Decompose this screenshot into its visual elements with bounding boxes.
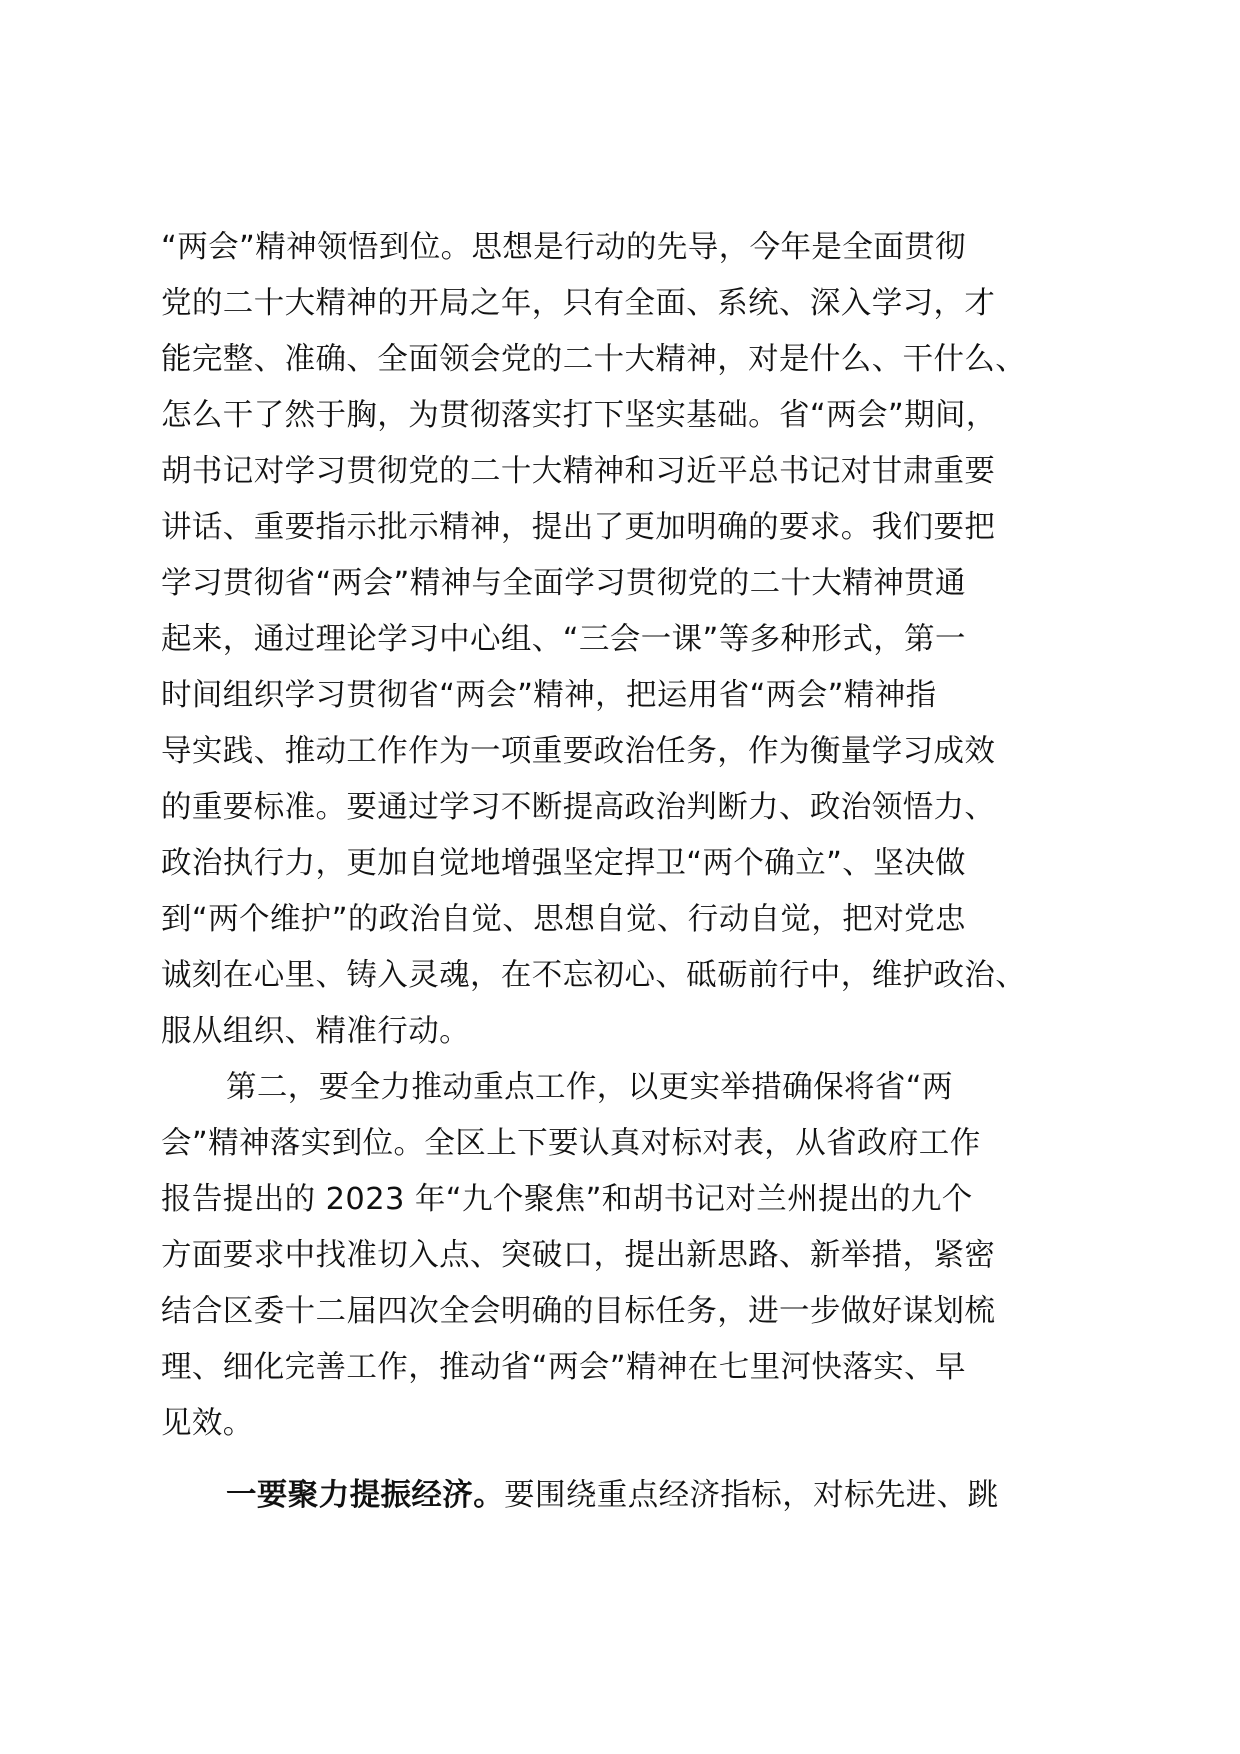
paragraph-line-15: 服从组织、精准行动。 <box>161 1014 470 1049</box>
subsection-line <box>226 1468 1091 1524</box>
paragraph-line-10: 导实践、推动工作作为一项重要政治任务，作为衡量学习成效 <box>161 734 996 769</box>
paragraph-line-2: 党的二十大精神的开局之年，只有全面、系统、深入学习，才 <box>161 286 996 321</box>
paragraph-line-6: 讲话、重要指示批示精神，提出了更加明确的要求。我们要把 <box>161 510 996 545</box>
paragraph-line-12: 政治执行力，更加自觉地增强坚定捍卫“两个确立”、坚决做 <box>161 846 966 881</box>
subsection-text: 要围绕重点经济指标，对标先进、跳 <box>504 1478 999 1513</box>
paragraph-line-17: 会”精神落实到位。全区上下要认真对标对表，从省政府工作 <box>161 1126 981 1161</box>
paragraph-line-14: 诚刻在心里、铸入灵魂，在不忘初心、砥砺前行中，维护政治、 <box>161 958 1027 993</box>
paragraph-line-3: 能完整、准确、全面领会党的二十大精神，对是什么、干什么、 <box>161 342 1027 377</box>
paragraph-line-20: 结合区委十二届四次全会明确的目标任务，进一步做好谋划梳 <box>161 1294 996 1329</box>
paragraph-line-18: 报告提出的 2023 年“九个聚焦”和胡书记对兰州提出的九个 <box>161 1182 973 1217</box>
paragraph-line-11: 的重要标准。要通过学习不断提高政治判断力、政治领悟力、 <box>161 790 996 825</box>
paragraph-line-5: 胡书记对学习贯彻党的二十大精神和习近平总书记对甘肃重要 <box>161 454 996 489</box>
paragraph-line-21: 理、细化完善工作，推动省“两会”精神在七里河快落实、早 <box>161 1350 966 1385</box>
paragraph-line-22: 见效。 <box>161 1406 254 1441</box>
paragraph-line-13: 到“两个维护”的政治自觉、思想自觉、行动自觉，把对党忠 <box>161 902 966 937</box>
subsection-heading: 一要聚力提振经济。 <box>226 1478 505 1513</box>
paragraph-line-4: 怎么干了然于胸，为贯彻落实打下坚实基础。省“两会”期间， <box>161 398 997 433</box>
paragraph-line-8: 起来，通过理论学习中心组、“三会一课”等多种形式，第一 <box>161 622 966 657</box>
paragraph-line-9: 时间组织学习贯彻省“两会”精神，把运用省“两会”精神指 <box>161 678 937 713</box>
section-heading-line: 第二，要全力推动重点工作，以更实举措确保将省“两 <box>226 1070 953 1105</box>
paragraph-line-7: 学习贯彻省“两会”精神与全面学习贯彻党的二十大精神贯通 <box>161 566 966 601</box>
paragraph-line-1: “两会”精神领悟到位。思想是行动的先导，今年是全面贯彻 <box>161 230 966 265</box>
paragraph-line-19: 方面要求中找准切入点、突破口，提出新思路、新举措，紧密 <box>161 1238 996 1273</box>
